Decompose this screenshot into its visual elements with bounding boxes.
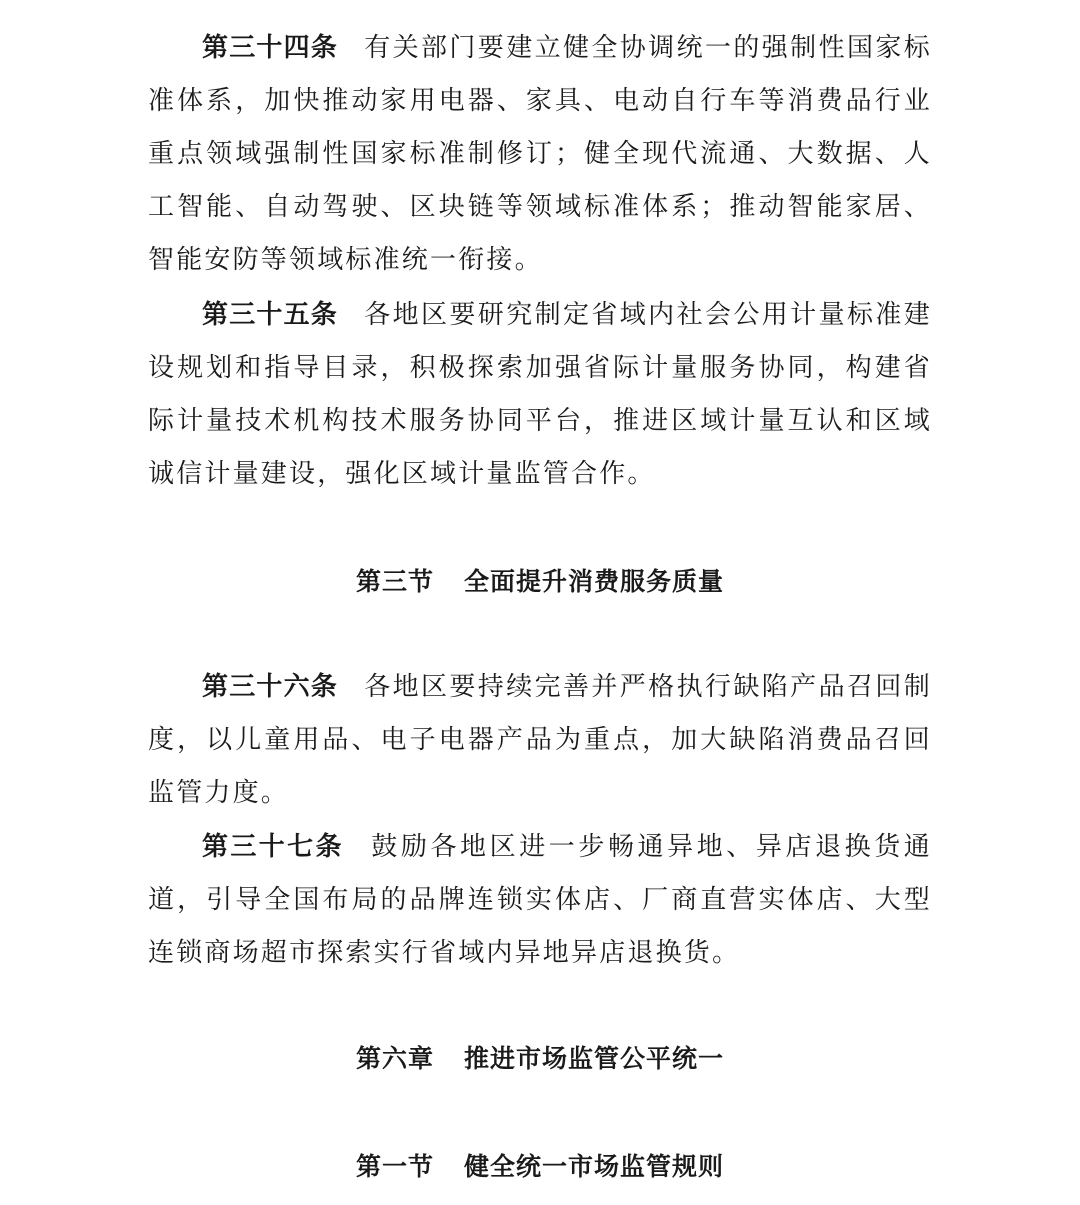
section-number: 第三节 [355, 567, 434, 596]
article-36 [148, 661, 932, 820]
article-34 [148, 22, 932, 287]
article-37 [148, 821, 932, 980]
section-heading-3 [0, 562, 1080, 602]
article-number: 第三十七条 [202, 832, 344, 862]
article-text: 有关部门要建立健全协调统一的强制性国家标准体系，加快推动家用电器、家具、电动自行车等消费品行业重点领域强制性国家标准制修订；健全现代流通、大数据、人工智能、自动驾驶、区块链等领域标准体系；推动智能家居、智能安防等领域标准统一衔接。 [148, 33, 932, 275]
article-number: 第三十五条 [202, 300, 338, 330]
chapter-number: 第六章 [355, 1044, 434, 1073]
article-text: 各地区要持续完善并严格执行缺陷产品召回制度，以儿童用品、电子电器产品为重点，加大缺陷消费品召回监管力度。 [148, 672, 932, 808]
article-number: 第三十四条 [202, 33, 338, 63]
section-heading-1 [0, 1147, 1080, 1187]
article-text: 鼓励各地区进一步畅通异地、异店退换货通道，引导全国布局的品牌连锁实体店、厂商直营实体店、大型连锁商场超市探索实行省域内异地异店退换货。 [148, 832, 932, 968]
article-text: 各地区要研究制定省域内社会公用计量标准建设规划和指导目录，积极探索加强省际计量服务协同，构建省际计量技术机构技术服务协同平台，推进区域计量互认和区域诚信计量建设，强化区域计量监管合作。 [148, 300, 932, 489]
chapter-heading-6 [0, 1039, 1080, 1079]
section-number: 第一节 [355, 1152, 434, 1181]
chapter-title: 推进市场监管公平统一 [464, 1044, 725, 1073]
article-35 [148, 289, 932, 501]
section-title: 健全统一市场监管规则 [464, 1152, 725, 1181]
article-number: 第三十六条 [202, 672, 338, 702]
section-title: 全面提升消费服务质量 [464, 567, 725, 596]
